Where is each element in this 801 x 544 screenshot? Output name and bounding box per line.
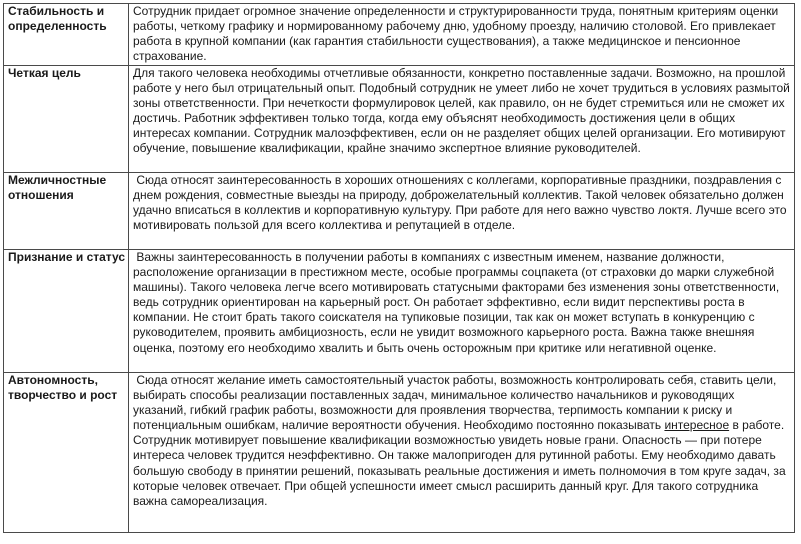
table-row: [4, 66, 795, 173]
description-text: [133, 373, 789, 508]
document-page: [3, 3, 795, 533]
factor-cell: Межличностные отношения: [4, 173, 129, 250]
factor-cell: Автономность, творчество и рост: [4, 373, 129, 533]
description-cell: [129, 373, 795, 533]
table-row: [4, 4, 795, 66]
description-cell: [129, 4, 795, 66]
description-cell: [129, 250, 795, 373]
description-text: Для такого человека необходимы отчетливые обязанности, конкретно поставленные задачи. Возможно, на прошлой работе у него был отрицательный опыт. Подобный сотрудник не умеет либо не хочет трудиться в условиях размытой зоны ответственности. При нечеткости формулировок целей, как правило, он не будет стремиться или не сможет их достичь. Работник эффективен только тогда, когда ему объяснят необходимость достижения цели в общих интересах компании. Сотрудник малоэффективен, если он не разделяет общих целей организации. Его мотивируют обучение, повышение квалификации, крайне значимо экспертное влияние руководителей.: [133, 66, 794, 156]
description-text: Важны заинтересованность в получении работы в компаниях с известным именем, название должности, расположение организации в престижном месте, особые программы соцпакета (от страховки до марки служебной машины). Такого человека легче всего мотивировать статусными факторами без изменения зоны ответственности, ведь сотрудник ориентирован на карьерный рост. Он работает эффективно, если видит перспективы роста в компании. Не стоит брать такого соискателя на тупиковые позиции, так как он может вступать в конкуренцию с руководителем, проявить амбициозность, если не увидит возможного карьерного роста. Важна также внешняя оценка, поэтому его необходимо хвалить и быть очень осторожным при критике или негативной оценке.: [133, 250, 783, 355]
description-text: Сюда относят заинтересованность в хороших отношениях с коллегами, корпоративные праздники, поздравления с днем рождения, совместные выезды на природу, доброжелательный коллектив. Такой человек обязательно должен удачно вписаться в коллектив и корпоративную культуру. При работе для него важно чувство локтя. Лучше всего это мотивировать пользой для всего коллектива и репутацией в отделе.: [133, 173, 790, 233]
factor-cell: Четкая цель: [4, 66, 129, 173]
description-cell: [129, 66, 795, 173]
table-row: [4, 373, 795, 533]
description-text-part: Сюда относят желание иметь самостоятельный участок работы, возможность контролировать себя, ставить цели, выбирать способы реализации поставленных задач, минимальное количество начальников и руководящих указаний, гибкий график работы, возможности для проявления творчества, терпимость компании к риску и потенциальным ошибкам, наличие вероятности обучения. Необходимо постоянно показывать: [133, 373, 780, 433]
factor-cell: Признание и статус: [4, 250, 129, 373]
description-text: Сотрудник придает огромное значение определенности и структурированности труда, понятным критериям оценки работы, четкому графику и нормированному рабочему дню, удобному проезду, наличию столовой. Его привлекает работа в крупной компании (как гарантия стабильности существования), а также медицинское и пенсионное страхование.: [133, 4, 782, 64]
description-cell: [129, 173, 795, 250]
motivation-factors-table: [3, 3, 795, 533]
table-row: [4, 173, 795, 250]
underlined-word: интересное: [664, 418, 730, 433]
table-row: [4, 250, 795, 373]
description-text-part: в работе. Сотрудник мотивирует повышение квалификации возможностью увидеть новые грани. Опасность — при потере интереса человек трудится неэффективно. Он также малопригоден для рутинной работы. Ему необходимо давать большую свободу в принятии решений, показывать реальные достижения и иметь полномочия в том круге задач, за которые человек отвечает. При общей успешности имеет смысл расширить данный круг. Для такого сотрудника важна самореализация.: [133, 418, 789, 508]
factor-cell: Стабильность и определенность: [4, 4, 129, 66]
